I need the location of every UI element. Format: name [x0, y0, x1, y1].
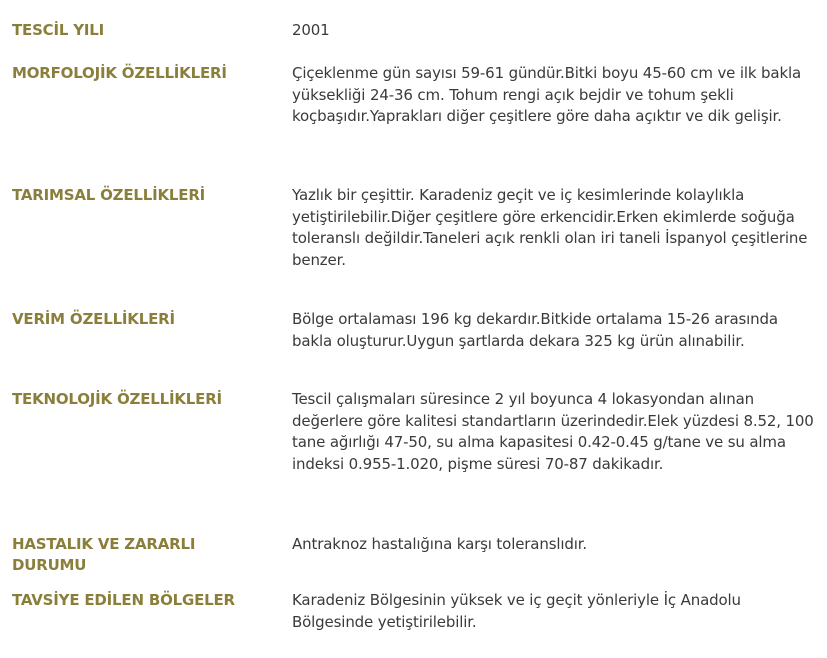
technological-traits-value: Tescil çalışmaları süresince 2 yıl boyunca 4 lokasyondan alınan değerlere göre kalitesi standartların üzerindedir.Elek yüzdesi 8.52, 100 tane ağırlığı 47-50, su alma kapasitesi 0.42-0.45 g/tane ve su alma indeksi 0.955-1.020, pişme süresi 70-87 dakikadır.: [292, 390, 814, 473]
registration-year-value: 2001: [292, 21, 330, 39]
recommended-regions-value: Karadeniz Bölgesinin yüksek ve iç geçit yönleriyle İç Anadolu Bölgesinde yetiştirilebilir.: [292, 591, 741, 631]
yield-traits-value: Bölge ortalaması 196 kg dekardır.Bitkide ortalama 15-26 arasında bakla oluşturur.Uygun şartlarda dekara 325 kg ürün alınabilir.: [292, 310, 778, 350]
registration-year-label: TESCİL YILI: [12, 21, 105, 39]
disease-status-label: HASTALIK VE ZARARLI DURUMU: [12, 535, 196, 574]
agricultural-traits-label: TARIMSAL ÖZELLİKLERİ: [12, 186, 206, 204]
recommended-regions-label: TAVSİYE EDİLEN BÖLGELER: [12, 591, 235, 609]
technological-traits-label: TEKNOLOJİK ÖZELLİKLERİ: [12, 390, 222, 408]
yield-traits-label: VERİM ÖZELLİKLERİ: [12, 310, 175, 328]
disease-status-value: Antraknoz hastalığına karşı toleranslıdır.: [292, 535, 588, 553]
morphological-traits-value: Çiçeklenme gün sayısı 59-61 gündür.Bitki boyu 45-60 cm ve ilk bakla yüksekliği 24-36 cm. Tohum rengi açık bejdir ve tohum şekli koçbaşıdır.Yaprakları diğer çeşitlere göre daha açıktır ve dik gelişir.: [292, 64, 802, 125]
agricultural-traits-value: Yazlık bir çeşittir. Karadeniz geçit ve iç kesimlerinde kolaylıkla yetiştirilebilir.Diğer çeşitlere göre erkencidir.Erken ekimlerde soğuğa toleranslı değildir.Taneleri açık renkli olan iri taneli İspanyol çeşitlerine benzer.: [292, 186, 808, 269]
morphological-traits-label: MORFOLOJİK ÖZELLİKLERİ: [12, 64, 227, 82]
